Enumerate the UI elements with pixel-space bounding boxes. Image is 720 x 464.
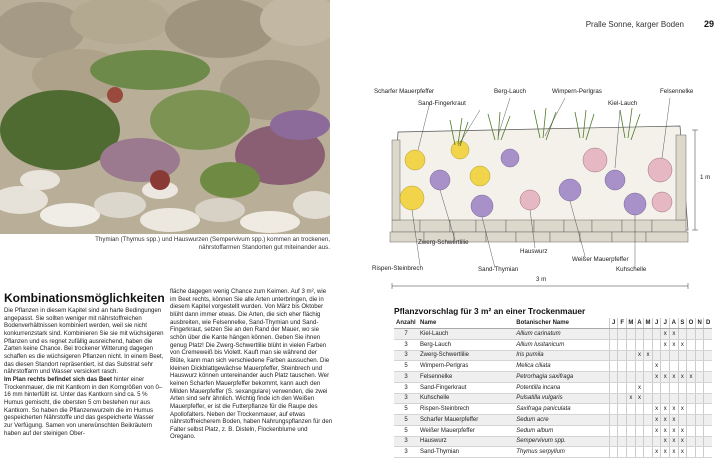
cell-month xyxy=(695,436,704,447)
cell-name: Scharfer Mauerpfeffer xyxy=(418,415,514,426)
caption-line-2: nährstoffarmen Standorten gut miteinander aus. xyxy=(198,244,330,251)
planting-plan xyxy=(370,80,718,290)
cell-month xyxy=(695,393,704,404)
cell-month xyxy=(687,393,696,404)
cell-count: 3 xyxy=(394,339,418,350)
header-month: J xyxy=(652,318,661,329)
cell-month: x xyxy=(687,372,696,383)
cell-month xyxy=(644,393,653,404)
cell-month xyxy=(618,350,627,361)
cell-count: 3 xyxy=(394,382,418,393)
label-hauswurz: Hauswurz xyxy=(520,248,548,255)
cell-month xyxy=(687,382,696,393)
cell-month xyxy=(652,329,661,340)
cell-month xyxy=(704,393,712,404)
cell-name: Rispen-Steinbrech xyxy=(418,404,514,415)
page-number: 29 xyxy=(703,19,714,29)
cell-month: x xyxy=(661,425,670,436)
label-sand-thymian: Sand-Thymian xyxy=(478,266,519,273)
cell-month xyxy=(627,329,636,340)
cell-month xyxy=(618,436,627,447)
cell-month xyxy=(609,329,618,340)
cell-month xyxy=(704,372,712,383)
cell-botanical: Sedum album xyxy=(514,425,609,436)
table-row xyxy=(394,372,712,383)
cell-month xyxy=(609,382,618,393)
cell-month xyxy=(644,372,653,383)
cell-month: x xyxy=(670,447,679,458)
cell-month xyxy=(678,382,687,393)
cell-month xyxy=(704,350,712,361)
cell-month xyxy=(609,415,618,426)
table-row xyxy=(394,436,712,447)
label-weisser-mauerpfeffer: Weißer Mauerpfeffer xyxy=(572,256,629,263)
cell-month: x xyxy=(652,404,661,415)
cell-month: x xyxy=(678,339,687,350)
cell-month xyxy=(687,361,696,372)
cell-month xyxy=(695,361,704,372)
cell-month: x xyxy=(678,447,687,458)
cell-month xyxy=(635,436,644,447)
paragraph-2-text: hinter einer Trockenmauer, die mit Kantkorn in den Korngrößen von 0–16 mm hinterfüllt ist. Unter das Kantkorn sind ca. 5 % Humus gemischt, die obersten 5 cm bestehen nur aus Kantkorn. So haben die Pflanzenwurzeln die im Humus gespeicherten Nährstoffe und das gespeicherte Wasser zur Verfügung. Samen von unerwünschten Beikräutern haben auf der steinigen Ober- xyxy=(4,375,163,437)
table-row xyxy=(394,382,712,393)
cell-month xyxy=(609,372,618,383)
cell-month xyxy=(635,329,644,340)
label-kiel-lauch: Kiel-Lauch xyxy=(608,100,638,107)
header-month: F xyxy=(618,318,627,329)
header-count: Anzahl xyxy=(394,318,418,329)
cell-month xyxy=(678,361,687,372)
cell-month xyxy=(618,415,627,426)
cell-month xyxy=(618,361,627,372)
cell-month: x xyxy=(661,329,670,340)
cell-month: x xyxy=(635,393,644,404)
cell-month: x xyxy=(661,447,670,458)
running-head: Pralle Sonne, karger Boden xyxy=(585,20,684,29)
cell-month xyxy=(618,447,627,458)
cell-month xyxy=(652,436,661,447)
paragraph-2-lead: Im Plan rechts befindet sich das Beet xyxy=(4,375,113,383)
text-column-2 xyxy=(170,288,334,441)
cell-count: 7 xyxy=(394,329,418,340)
cell-name: Sand-Thymian xyxy=(418,447,514,458)
label-sand-fingerkraut: Sand-Fingerkraut xyxy=(418,100,466,107)
cell-month xyxy=(635,361,644,372)
cell-month xyxy=(695,339,704,350)
header-month: A xyxy=(670,318,679,329)
paragraph-1: Die Pflanzen in diesem Kapitel sind an harte Bedingungen angepasst. Sie sollten weniger mit nährstoffreichen Bodenverhältnissen kombiniert werden, weil sie nicht konkurrenzstark sind. Kombinieren Sie sie mit wüchsigeren Pflanzen und es regnet zufällig ausreichend, haben die Zarten keine Chance. Bei trockener Witterung dagegen schaffen es die wüchsigeren Pflanzen nicht. In einem Beet, das diesen Standort repräsentiert, ist das Substrat sehr nährstoffarm und Wasser versickert rasch. xyxy=(4,307,164,376)
header-month: J xyxy=(609,318,618,329)
cell-count: 5 xyxy=(394,425,418,436)
cell-month: x xyxy=(652,372,661,383)
cell-month xyxy=(704,329,712,340)
cell-month xyxy=(609,393,618,404)
table-row xyxy=(394,393,712,404)
header-month: N xyxy=(695,318,704,329)
cell-botanical: Pulsatilla vulgaris xyxy=(514,393,609,404)
cell-month xyxy=(609,350,618,361)
cell-month: x xyxy=(661,372,670,383)
cell-month xyxy=(704,415,712,426)
cell-month xyxy=(661,393,670,404)
cell-month xyxy=(704,382,712,393)
cell-month xyxy=(687,425,696,436)
cell-month xyxy=(635,339,644,350)
table-row xyxy=(394,404,712,415)
cell-month xyxy=(627,350,636,361)
cell-month xyxy=(661,382,670,393)
cell-name: Zwerg-Schwertlilie xyxy=(418,350,514,361)
paragraph-3: fläche dagegen wenig Chance zum Keimen. Auf 3 m², wie im Beet rechts, können Sie alle Arten unterbringen, die in diesem Kapitel vorgestellt wurden. Von März bis Oktober blüht dann immer etwas. Die Arten, die sich eher flächig ausbreiten, wie Felsennelke, Sand-Thymian und Sand-Fingerkraut, setzen Sie an den Rand der Mauer, wo sie schön über die Kante hängen können. Geben Sie ihnen genug Platz! Die Zwerg-Schwertlilie blüht in vielen Farben von Cremeweiß bis Violett. Kauft man sie während der Blüte, kann man sich verschiedene Farben aussuchen. Die kleinen Dickblattgewächse Mauerpfeffer, Steinbrech und Hauswurz können untereinander auch Platz tauschen. Wer keinen Scharfen Mauerpfeffer bekommt, kann auch den Milden Mauerpfeffer (S. sexangulare) verwenden, die zwei Arten sind sehr ähnlich. Wichtig finde ich den Weißen Mauerpfeffer, er ist die Futterpflanze für die Raupe des Apollofalters. Neben der Trockenmauer, auf etwas nährstoffreicherem Boden, haben Nahrungspflanzen für den Falter selbst Platz, z. B. Disteln, Flockenblume und Oregano. xyxy=(170,288,333,441)
header-month: S xyxy=(678,318,687,329)
paragraph-2 xyxy=(4,376,164,437)
cell-month: x xyxy=(652,447,661,458)
cell-botanical: Potentilla incana xyxy=(514,382,609,393)
cell-month xyxy=(644,447,653,458)
label-rispen-steinbrech: Rispen-Steinbrech xyxy=(372,265,423,272)
cell-name: Wimpern-Perlgras xyxy=(418,361,514,372)
cell-botanical: Thymus serpyllum xyxy=(514,447,609,458)
cell-month xyxy=(635,372,644,383)
cell-botanical: Sedum acre xyxy=(514,415,609,426)
cell-month xyxy=(687,415,696,426)
label-scharfer-mauerpfeffer: Scharfer Mauerpfeffer xyxy=(374,88,435,95)
cell-count: 3 xyxy=(394,372,418,383)
cell-name: Kuhschelle xyxy=(418,393,514,404)
cell-month: x xyxy=(627,393,636,404)
table-header-row xyxy=(394,318,712,329)
cell-month xyxy=(635,404,644,415)
cell-month xyxy=(652,382,661,393)
cell-month xyxy=(627,436,636,447)
cell-month: x xyxy=(635,350,644,361)
cell-month xyxy=(695,404,704,415)
cell-month: x xyxy=(652,425,661,436)
cell-count: 5 xyxy=(394,361,418,372)
cell-count: 3 xyxy=(394,350,418,361)
cell-month xyxy=(609,404,618,415)
cell-month xyxy=(652,339,661,350)
cell-month xyxy=(609,436,618,447)
cell-month xyxy=(678,329,687,340)
cell-name: Sand-Fingerkraut xyxy=(418,382,514,393)
cell-botanical: Allium lusitanicum xyxy=(514,339,609,350)
cell-month xyxy=(661,350,670,361)
cell-month xyxy=(644,361,653,372)
table-row xyxy=(394,329,712,340)
header-month: M xyxy=(644,318,653,329)
cell-month xyxy=(627,361,636,372)
cell-month: x xyxy=(670,415,679,426)
cell-name: Felsennelke xyxy=(418,372,514,383)
cell-month: x xyxy=(678,425,687,436)
cell-month xyxy=(635,425,644,436)
cell-month: x xyxy=(652,415,661,426)
cell-month: x xyxy=(678,404,687,415)
cell-month xyxy=(644,329,653,340)
cell-month: x xyxy=(678,372,687,383)
cell-month xyxy=(609,339,618,350)
cell-name: Weißer Mauerpfeffer xyxy=(418,425,514,436)
cell-month xyxy=(687,436,696,447)
cell-botanical: Allium carinatum xyxy=(514,329,609,340)
section-title: Kombinationsmöglichkeiten xyxy=(4,291,165,305)
cell-month xyxy=(609,361,618,372)
cell-month xyxy=(652,350,661,361)
cell-month: x xyxy=(661,339,670,350)
planting-plan-drawing xyxy=(370,80,718,290)
cell-month xyxy=(695,382,704,393)
header-month: M xyxy=(627,318,636,329)
table-row xyxy=(394,415,712,426)
cell-month: x xyxy=(670,339,679,350)
cell-month xyxy=(678,415,687,426)
cell-month: x xyxy=(635,382,644,393)
cell-month xyxy=(687,404,696,415)
cell-month xyxy=(670,393,679,404)
label-kuhschelle: Kuhschelle xyxy=(616,266,647,273)
cell-month xyxy=(704,339,712,350)
cell-name: Berg-Lauch xyxy=(418,339,514,350)
cell-month: x xyxy=(670,436,679,447)
cell-month xyxy=(627,425,636,436)
cell-month xyxy=(627,415,636,426)
cell-month xyxy=(618,372,627,383)
rock-garden-photo xyxy=(0,0,330,234)
cell-month: x xyxy=(670,425,679,436)
cell-count: 3 xyxy=(394,436,418,447)
cell-month: x xyxy=(661,436,670,447)
cell-month xyxy=(644,415,653,426)
header-botanical: Botanischer Name xyxy=(514,318,609,329)
cell-month: x xyxy=(661,404,670,415)
cell-name: Hauswurz xyxy=(418,436,514,447)
dimension-width: 3 m xyxy=(536,276,547,283)
cell-name: Kiel-Lauch xyxy=(418,329,514,340)
cell-month: x xyxy=(670,329,679,340)
cell-month: x xyxy=(678,436,687,447)
cell-month xyxy=(687,329,696,340)
cell-month xyxy=(627,447,636,458)
cell-month: x xyxy=(652,361,661,372)
label-wimpern-perlgras: Wimpern-Perlgras xyxy=(552,88,602,95)
cell-month xyxy=(704,436,712,447)
planting-table xyxy=(394,318,712,458)
cell-month xyxy=(695,447,704,458)
header-month: D xyxy=(704,318,712,329)
cell-month xyxy=(678,393,687,404)
cell-month xyxy=(644,382,653,393)
cell-month xyxy=(695,329,704,340)
cell-month xyxy=(670,361,679,372)
caption-line-1: Thymian (Thymus spp.) und Hauswurzen (Sempervivum spp.) kommen an trockenen, xyxy=(95,236,330,243)
cell-month xyxy=(695,350,704,361)
cell-month xyxy=(670,382,679,393)
cell-month xyxy=(618,339,627,350)
table-title: Pflanzvorschlag für 3 m² an einer Trockenmauer xyxy=(394,306,586,316)
table-row xyxy=(394,447,712,458)
cell-month xyxy=(704,361,712,372)
cell-botanical: Petrorhagia saxifraga xyxy=(514,372,609,383)
table-row xyxy=(394,350,712,361)
cell-month xyxy=(627,382,636,393)
cell-month xyxy=(695,425,704,436)
dimension-height: 1 m xyxy=(700,174,711,181)
cell-month xyxy=(644,425,653,436)
cell-month xyxy=(609,425,618,436)
cell-month: x xyxy=(670,404,679,415)
cell-month: x xyxy=(661,415,670,426)
header-month: J xyxy=(661,318,670,329)
cell-month xyxy=(695,372,704,383)
label-zwerg-schwertlilie: Zwerg-Schwertlilie xyxy=(418,239,469,246)
table-row xyxy=(394,425,712,436)
table-body xyxy=(394,329,712,458)
cell-count: 5 xyxy=(394,415,418,426)
cell-month xyxy=(687,350,696,361)
cell-month xyxy=(652,393,661,404)
cell-month xyxy=(687,447,696,458)
cell-month xyxy=(695,415,704,426)
cell-botanical: Melica ciliata xyxy=(514,361,609,372)
cell-month xyxy=(687,339,696,350)
cell-month xyxy=(618,393,627,404)
text-column-1 xyxy=(4,307,164,437)
cell-month xyxy=(627,339,636,350)
photo-caption xyxy=(0,236,330,252)
cell-month xyxy=(635,447,644,458)
cell-month xyxy=(618,425,627,436)
cell-month: x xyxy=(644,350,653,361)
cell-month xyxy=(704,447,712,458)
cell-botanical: Sempervivum spp. xyxy=(514,436,609,447)
table-row xyxy=(394,361,712,372)
cell-botanical: Iris pumila xyxy=(514,350,609,361)
cell-month xyxy=(618,382,627,393)
cell-month xyxy=(704,404,712,415)
cell-month xyxy=(661,361,670,372)
cell-month xyxy=(618,404,627,415)
cell-month xyxy=(644,404,653,415)
table-row xyxy=(394,339,712,350)
cell-month xyxy=(644,339,653,350)
label-felsennelke: Felsennelke xyxy=(660,88,694,95)
cell-month xyxy=(609,447,618,458)
header-name: Name xyxy=(418,318,514,329)
label-berg-lauch: Berg-Lauch xyxy=(494,88,526,95)
cell-month xyxy=(635,415,644,426)
header-month: A xyxy=(635,318,644,329)
cell-month: x xyxy=(670,372,679,383)
cell-month xyxy=(644,436,653,447)
header-month: O xyxy=(687,318,696,329)
cell-month xyxy=(618,329,627,340)
cell-month xyxy=(627,404,636,415)
cell-month xyxy=(627,372,636,383)
cell-count: 5 xyxy=(394,404,418,415)
cell-count: 3 xyxy=(394,447,418,458)
cell-month xyxy=(704,425,712,436)
cell-count: 3 xyxy=(394,393,418,404)
cell-botanical: Saxifraga paniculata xyxy=(514,404,609,415)
cell-month xyxy=(670,350,679,361)
cell-month xyxy=(678,350,687,361)
